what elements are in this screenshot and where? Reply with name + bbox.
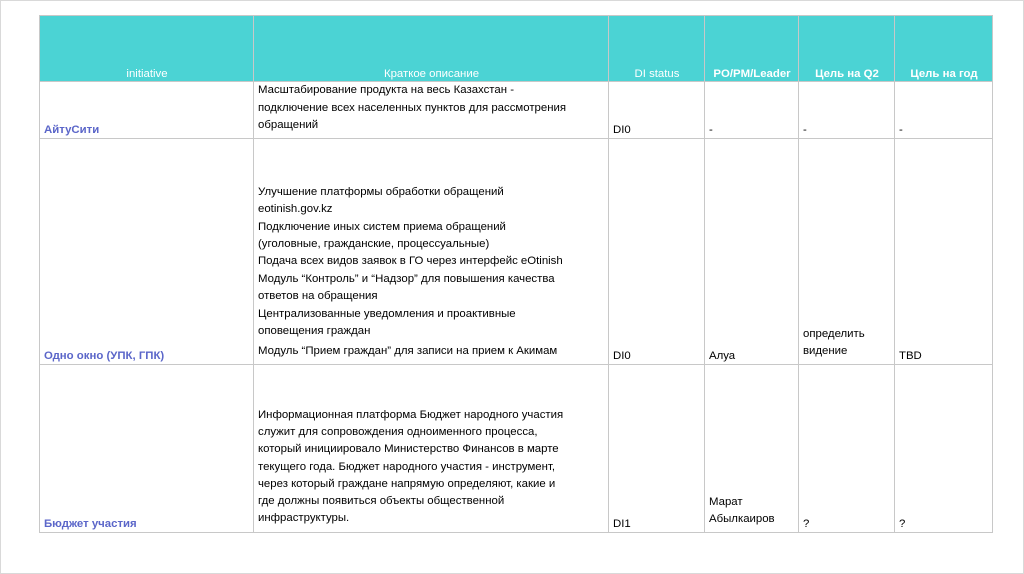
description-line: eotinish.gov.kz [258, 203, 333, 216]
description-line: оповещения граждан [258, 324, 371, 337]
description-line: который инициировало Министерство Финансов в марте [258, 443, 559, 456]
description-line: обращений [258, 119, 319, 132]
initiative-description [254, 364, 609, 532]
goal-year: - [895, 82, 993, 139]
description-line: инфраструктуры. [258, 512, 350, 525]
initiative-description [254, 82, 609, 139]
description-line: Информационная платформа Бюджет народного участия [258, 408, 564, 421]
header-goal-q2: Цель на Q2 [799, 16, 895, 82]
description-line: служит для сопровождения одноименного процесса, [258, 426, 538, 438]
initiatives-table [39, 15, 993, 533]
goal-year: TBD [895, 138, 993, 364]
leader [705, 364, 799, 532]
goal-q2-line: видение [803, 345, 848, 358]
initiative-name: АйтуСити [40, 82, 254, 139]
goal-q2-line: определить [803, 327, 865, 340]
table-row [40, 138, 993, 364]
table-header [40, 16, 993, 82]
header-description: Краткое описание [254, 16, 609, 82]
description-line: Подача всех видов заявок в ГО через интерфейс eOtinish [258, 255, 563, 268]
di-status: DI0 [609, 82, 705, 139]
initiative-description [254, 138, 609, 364]
di-status: DI0 [609, 138, 705, 364]
description-line: Масштабирование продукта на весь Казахстан - [258, 84, 514, 96]
description-line: Централизованные уведомления и проактивные [258, 307, 516, 320]
description-line: (уголовные, гражданские, процессуальные) [258, 237, 490, 250]
description-line: подключение всех населенных пунктов для рассмотрения [258, 101, 567, 114]
table-row [40, 82, 993, 139]
initiative-name: Одно окно (УПК, ГПК) [40, 138, 254, 364]
header-leader: PO/PM/Leader [705, 16, 799, 82]
description-line: ответов на обращения [258, 290, 378, 303]
description-line: через который граждане напрямую определяют, какие и [258, 477, 556, 490]
leader-line: Абылкаиров [709, 513, 775, 526]
description-line: Модуль “Прием граждан” для записи на прием к Акимам [258, 345, 558, 358]
description-line: Улучшение платформы обработки обращений [258, 185, 504, 198]
description-line: где должны появиться объекты общественной [258, 495, 505, 508]
header-goal-year: Цель на год [895, 16, 993, 82]
description-line: Модуль “Контроль” и “Надзор” для повышения качества [258, 272, 555, 285]
goal-q2: - [799, 82, 895, 139]
table-row [40, 364, 993, 532]
goal-q2 [799, 138, 895, 364]
header-initiative: initiative [40, 16, 254, 82]
leader: - [705, 82, 799, 139]
leader: Алуа [705, 138, 799, 364]
leader-line: Марат [709, 495, 743, 508]
goal-year: ? [895, 364, 993, 532]
di-status: DI1 [609, 364, 705, 532]
description-line: текущего года. Бюджет народного участия - инструмент, [258, 460, 556, 473]
header-di-status: DI status [609, 16, 705, 82]
description-line: Подключение иных систем приема обращений [258, 220, 506, 233]
goal-q2: ? [799, 364, 895, 532]
initiative-name: Бюджет участия [40, 364, 254, 532]
